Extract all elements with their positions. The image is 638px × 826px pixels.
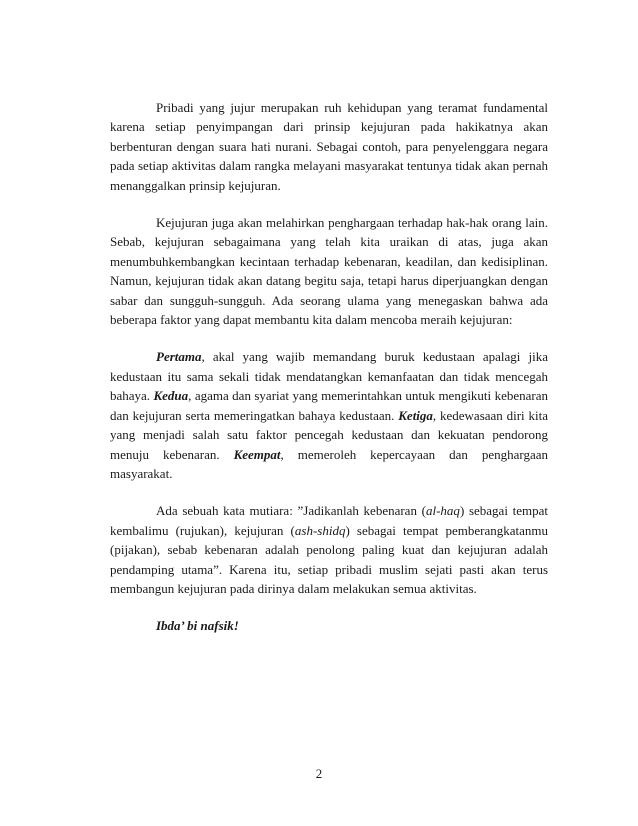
paragraph-text: ) sebagai tempat pemberangkatanmu (pijakan), sebab kebenaran adalah penolong paling kuat dan kejujuran adalah pendamping utama”. Karena itu, setiap pribadi muslim sejati pasti akan terus membangun kejujuran pada dirinya dalam melakukan semua aktivitas.: [110, 522, 549, 596]
page-number: 2: [315, 766, 323, 781]
paragraph-text: Pribadi yang jujur merupakan ruh kehidupan yang teramat fundamental karena setiap penyimpangan dari prinsip kejujuran pada hakikatnya akan berbenturan dengan suara hati nurani. Sebagai contoh, para penyelenggara negara pada setiap aktivitas dalam rangka melayani masyarakat tentunya tidak akan pernah menanggalkan prinsip kejujuran.: [110, 100, 548, 193]
paragraph-text: , akal yang wajib memandang buruk kedustaan apalagi jika kedustaan itu sama sekali tidak mendatangkan kemanfaatan dan tidak mencegah bahaya.: [110, 349, 548, 404]
paragraph-text: Ada sebuah kata mutiara: ”Jadikanlah kebenaran (: [156, 503, 426, 519]
paragraph-text: , kedewasaan diri kita yang menjadi salah satu faktor pencegah kedustaan dan kekuatan pendorong menuju kebenaran.: [110, 407, 548, 462]
paragraph-3: [110, 347, 548, 483]
paragraph-1: [110, 98, 548, 195]
emphasis-term: Ketiga: [398, 407, 433, 423]
paragraph-4: [110, 501, 548, 598]
document-body: [110, 98, 548, 636]
paragraph-text: , agama dan syariat yang memerintahkan untuk mengikuti kebenaran dan kejujuran serta memeringatkan bahaya kedustaan.: [110, 388, 548, 423]
paragraph-text: , memeroleh kepercayaan dan penghargaan masyarakat.: [110, 446, 549, 481]
emphasis-term: Keempat: [233, 446, 281, 462]
emphasis-term: Pertama: [156, 349, 202, 365]
paragraph-2: [110, 213, 548, 329]
emphasis-term: Kedua: [153, 388, 189, 404]
closing-phrase: Ibda’ bi nafsik!: [156, 618, 239, 634]
paragraph-text: ) sebagai tempat kembalimu (rujukan), kejujuran (: [110, 503, 549, 538]
paragraph-text: Kejujuran juga akan melahirkan penghargaan terhadap hak-hak orang lain. Sebab, kejujuran sebagaimana yang telah kita uraikan di atas, juga akan menumbuhkembangkan kecintaan terhadap kebenaran, keadilan, dan kedisiplinan. Namun, kejujuran tidak akan datang begitu saja, tetapi harus diperjuangkan dengan sabar dan sungguh-sungguh. Ada seorang ulama yang menegaskan bahwa ada beberapa faktor yang dapat membantu kita dalam mencoba meraih kejujuran:: [110, 215, 548, 328]
italic-term: ash-shidq: [294, 522, 346, 538]
italic-term: al-haq: [425, 503, 460, 519]
